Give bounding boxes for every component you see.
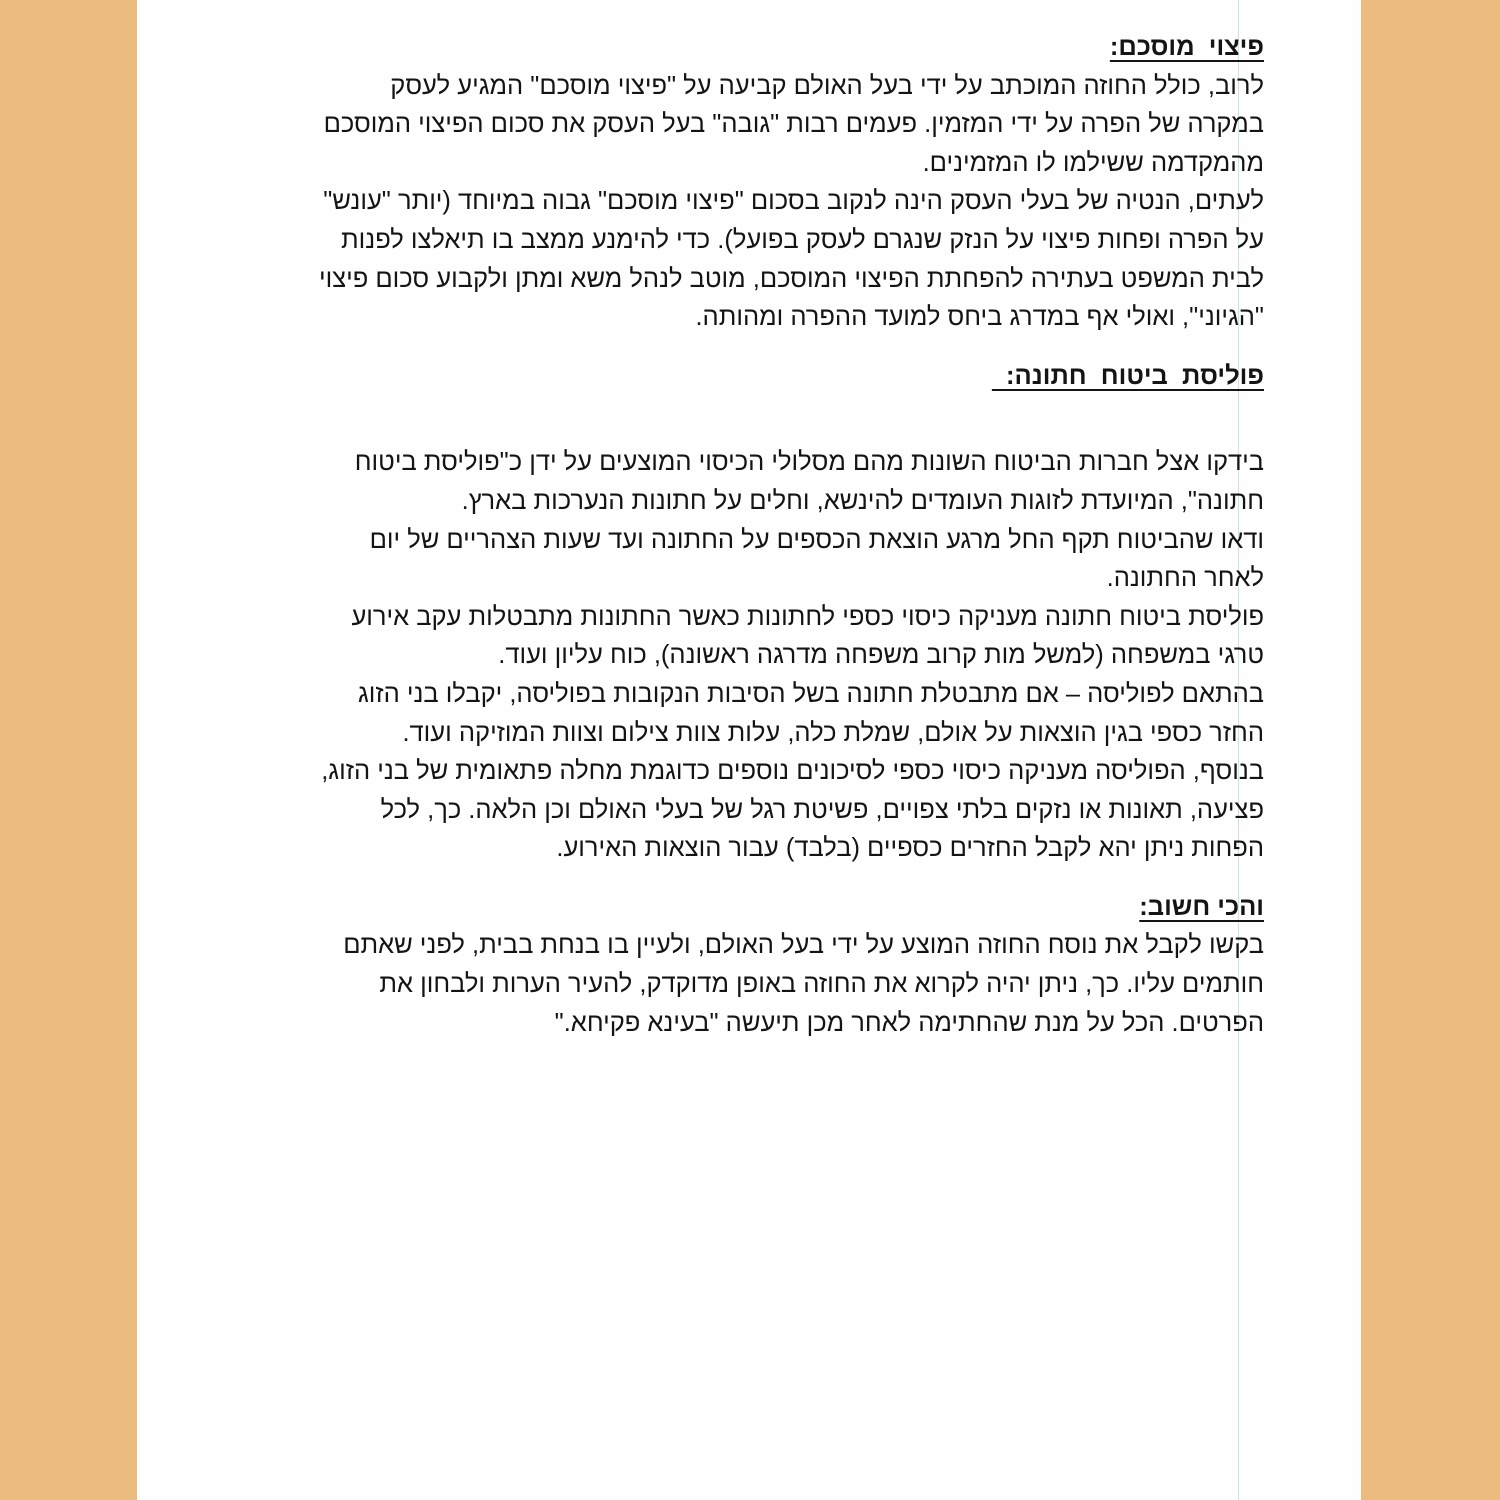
text-line: בהתאם לפוליסה – אם מתבטלת חתונה בשל הסיבות הנקובות בפוליסה, יקבלו בני הזוג (357, 679, 1264, 708)
text-line: החזר כספי בגין הוצאות על אולם, שמלת כלה, עלות צוות צילום וצוות המוזיקה ועוד. (402, 718, 1264, 747)
text-line: מהמקדמה ששילמו לו המזמינים. (922, 148, 1264, 177)
text-line: לעתים, הנטיה של בעלי העסק הינה לנקוב בסכום "פיצוי מוסכם" גבוה במיוחד (יותר "עונש" (323, 187, 1264, 216)
heading-most-important: והכי חשוב: (1139, 892, 1264, 921)
text-line: "הגיוני", ואולי אף במדרג ביחס למועד ההפרה ומהותה. (695, 303, 1264, 332)
text-line: לרוב, כולל החוזה המוכתב על ידי בעל האולם קביעה על "פיצוי מוסכם" המגיע לעסק (390, 71, 1264, 100)
scanned-page (137, 0, 1361, 1500)
text-line: פציעה, תאונות או נזקים בלתי צפויים, פשיטת רגל של בעלי האולם וכן הלאה. כך, לכל (380, 795, 1264, 824)
text-line: בקשו לקבל את נוסח החוזה המוצע על ידי בעל האולם, ולעיין בו בנחת בבית, לפני שאתם (343, 931, 1264, 960)
text-line: הפחות ניתן יהא לקבל החזרים כספיים (בלבד) עבור הוצאות האירוע. (556, 834, 1264, 863)
heading-wedding-insurance: פוליסת ביטוח חתונה: (991, 361, 1264, 390)
paragraph-wedding-insurance (204, 443, 1264, 868)
text-line: חתונה", המיועדת לזוגות העומדים להינשא, וחלים על חתונות הנערכות בארץ. (461, 486, 1264, 515)
text-line: טרגי במשפחה (למשל מות קרוב משפחה מדרגה ראשונה), כוח עליון ועוד. (498, 641, 1264, 670)
text-line: לאחר החתונה. (1106, 564, 1264, 593)
text-line: בנוסף, הפוליסה מעניקה כיסוי כספי לסיכונים נוספים כדוגמת מחלה פתאומית של בני הזוג, (321, 757, 1264, 786)
text-line: ודאו שהביטוח תקף החל מרגע הוצאת הכספים על החתונה ועד שעות הצהריים של יום (369, 525, 1264, 554)
paragraph-most-important (204, 926, 1264, 1042)
document-body (204, 28, 1264, 1042)
heading-agreed-compensation: פיצוי מוסכם: (1109, 33, 1264, 61)
text-line: הפרטים. הכל על מנת שהחתימה לאחר מכן תיעשה "בעינא פקיחא." (554, 1008, 1264, 1037)
text-line: במקרה של הפרה על ידי המזמין. פעמים רבות "גובה" בעל העסק את סכום הפיצוי המוסכם (323, 110, 1264, 139)
paragraph-agreed-compensation (204, 67, 1264, 337)
text-line: על הפרה ופחות פיצוי על הנזק שנגרם לעסק בפועל). כדי להימנע ממצב בו תיאלצו לפנות (341, 225, 1264, 254)
text-line: פוליסת ביטוח חתונה מעניקה כיסוי כספי לחתונות כאשר החתונות מתבטלות עקב אירוע (351, 602, 1264, 631)
text-line: חותמים עליו. כך, ניתן יהיה לקרוא את החוזה באופן מדוקדק, להעיר הערות ולבחון את (379, 970, 1264, 999)
text-line: לבית המשפט בעתירה להפחתת הפיצוי המוסכם, מוטב לנהל משא ומתן ולקבוע סכום פיצוי (318, 264, 1264, 293)
text-line: בידקו אצל חברות הביטוח השונות מהם מסלולי הכיסוי המוצעים על ידן כ"פוליסת ביטוח (354, 448, 1264, 477)
